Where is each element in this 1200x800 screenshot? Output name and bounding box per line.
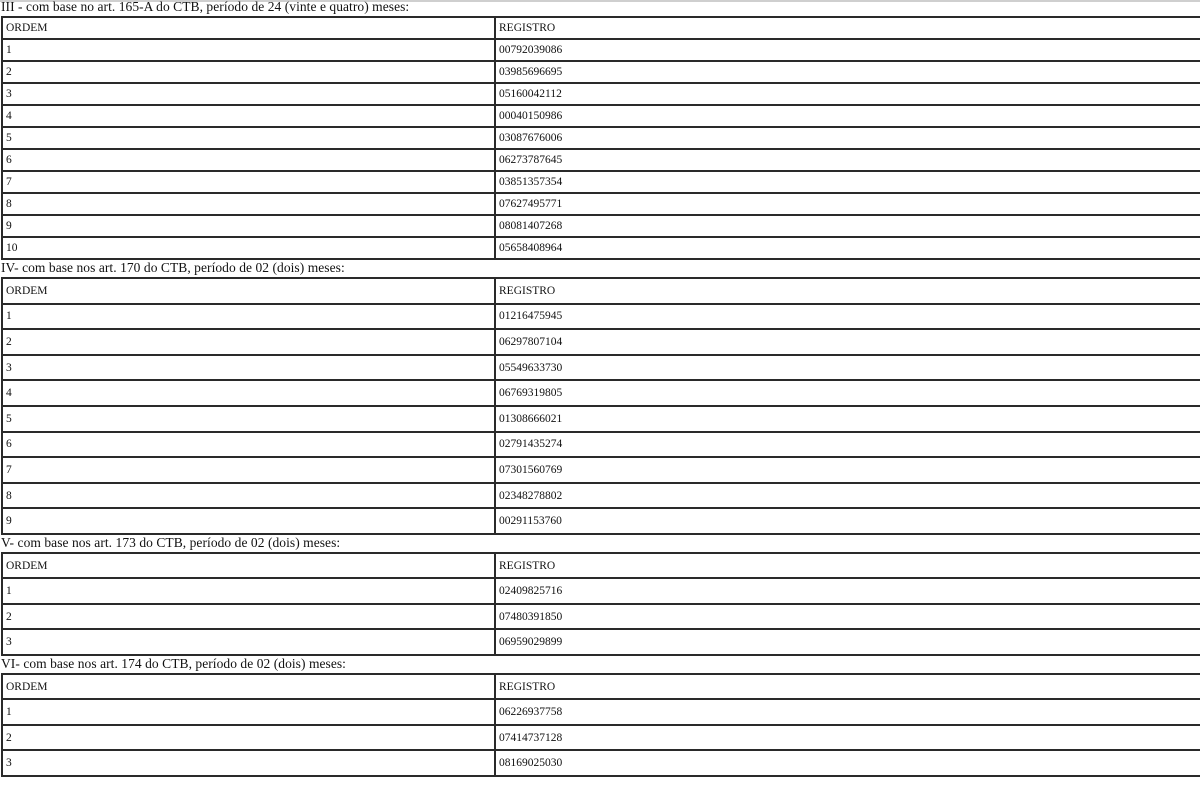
section-v-table-body [2, 553, 1200, 655]
ordem-cell: 3 [2, 355, 495, 381]
section-v-table [1, 552, 1200, 656]
registro-cell: 06297807104 [495, 329, 1200, 355]
registro-cell: 02348278802 [495, 483, 1200, 509]
ordem-cell: 3 [2, 629, 495, 655]
registro-cell: 05658408964 [495, 237, 1200, 259]
column-header-ordem: ORDEM [2, 278, 495, 304]
table-row [2, 237, 1200, 259]
table-row [2, 750, 1200, 776]
ordem-cell: 7 [2, 457, 495, 483]
table-row [2, 329, 1200, 355]
registro-cell: 02409825716 [495, 578, 1200, 604]
table-row [2, 215, 1200, 237]
section-iv-table [1, 277, 1200, 535]
ordem-cell: 2 [2, 329, 495, 355]
table-header-row [2, 674, 1200, 700]
registro-cell: 03087676006 [495, 127, 1200, 149]
registro-cell: 03851357354 [495, 171, 1200, 193]
ordem-cell: 8 [2, 483, 495, 509]
table-row [2, 304, 1200, 330]
table-row [2, 725, 1200, 751]
ordem-cell: 1 [2, 304, 495, 330]
section-vi-table [1, 673, 1200, 777]
column-header-ordem: ORDEM [2, 674, 495, 700]
registro-cell: 07627495771 [495, 193, 1200, 215]
ordem-cell: 2 [2, 61, 495, 83]
column-header-registro: REGISTRO [495, 674, 1200, 700]
section-v-caption: V- com base nos art. 173 do CTB, período de 02 (dois) meses: [1, 534, 341, 550]
ordem-cell: 5 [2, 406, 495, 432]
table-row [2, 39, 1200, 61]
table-row [2, 508, 1200, 534]
registro-cell: 08169025030 [495, 750, 1200, 776]
table-row [2, 380, 1200, 406]
registro-cell: 00792039086 [495, 39, 1200, 61]
column-header-registro: REGISTRO [495, 278, 1200, 304]
ordem-cell: 3 [2, 750, 495, 776]
registro-cell: 06959029899 [495, 629, 1200, 655]
ordem-cell: 1 [2, 578, 495, 604]
registro-cell: 05549633730 [495, 355, 1200, 381]
registro-cell: 06273787645 [495, 149, 1200, 171]
registro-cell: 08081407268 [495, 215, 1200, 237]
section-vi-table-body [2, 674, 1200, 776]
table-row [2, 483, 1200, 509]
ordem-cell: 1 [2, 699, 495, 725]
ordem-cell: 6 [2, 432, 495, 458]
table-row [2, 457, 1200, 483]
table-row [2, 578, 1200, 604]
registro-cell: 01216475945 [495, 304, 1200, 330]
section-iii-table [1, 16, 1200, 260]
ordem-cell: 2 [2, 604, 495, 630]
registro-cell: 00291153760 [495, 508, 1200, 534]
registro-cell: 06226937758 [495, 699, 1200, 725]
section-iii-caption: III - com base no art. 165-A do CTB, período de 24 (vinte e quatro) meses: [1, 0, 410, 14]
registro-cell: 01308666021 [495, 406, 1200, 432]
ordem-cell: 8 [2, 193, 495, 215]
registro-cell: 00040150986 [495, 105, 1200, 127]
table-row [2, 604, 1200, 630]
registro-cell: 07301560769 [495, 457, 1200, 483]
ordem-cell: 7 [2, 171, 495, 193]
column-header-ordem: ORDEM [2, 17, 495, 39]
ordem-cell: 9 [2, 508, 495, 534]
ordem-cell: 3 [2, 83, 495, 105]
section-iii-table-body [2, 17, 1200, 259]
table-row [2, 432, 1200, 458]
column-header-registro: REGISTRO [495, 17, 1200, 39]
registro-cell: 03985696695 [495, 61, 1200, 83]
section-iv-table-body [2, 278, 1200, 534]
table-row [2, 193, 1200, 215]
table-row [2, 699, 1200, 725]
column-header-ordem: ORDEM [2, 553, 495, 579]
section-iv-caption: IV- com base nos art. 170 do CTB, período de 02 (dois) meses: [1, 260, 345, 275]
table-row [2, 171, 1200, 193]
table-row [2, 149, 1200, 171]
ordem-cell: 2 [2, 725, 495, 751]
ordem-cell: 6 [2, 149, 495, 171]
registro-cell: 05160042112 [495, 83, 1200, 105]
table-row [2, 105, 1200, 127]
table-header-row [2, 553, 1200, 579]
ordem-cell: 4 [2, 105, 495, 127]
ordem-cell: 4 [2, 380, 495, 406]
table-row [2, 127, 1200, 149]
registro-cell: 07480391850 [495, 604, 1200, 630]
table-header-row [2, 278, 1200, 304]
table-row [2, 406, 1200, 432]
ordem-cell: 10 [2, 237, 495, 259]
table-header-row [2, 17, 1200, 39]
registro-cell: 02791435274 [495, 432, 1200, 458]
section-vi-caption: VI- com base nos art. 174 do CTB, período de 02 (dois) meses: [1, 655, 346, 671]
table-row [2, 355, 1200, 381]
table-row [2, 629, 1200, 655]
ordem-cell: 9 [2, 215, 495, 237]
ordem-cell: 5 [2, 127, 495, 149]
column-header-registro: REGISTRO [495, 553, 1200, 579]
registro-cell: 07414737128 [495, 725, 1200, 751]
ordem-cell: 1 [2, 39, 495, 61]
table-row [2, 61, 1200, 83]
registro-cell: 06769319805 [495, 380, 1200, 406]
table-row [2, 83, 1200, 105]
